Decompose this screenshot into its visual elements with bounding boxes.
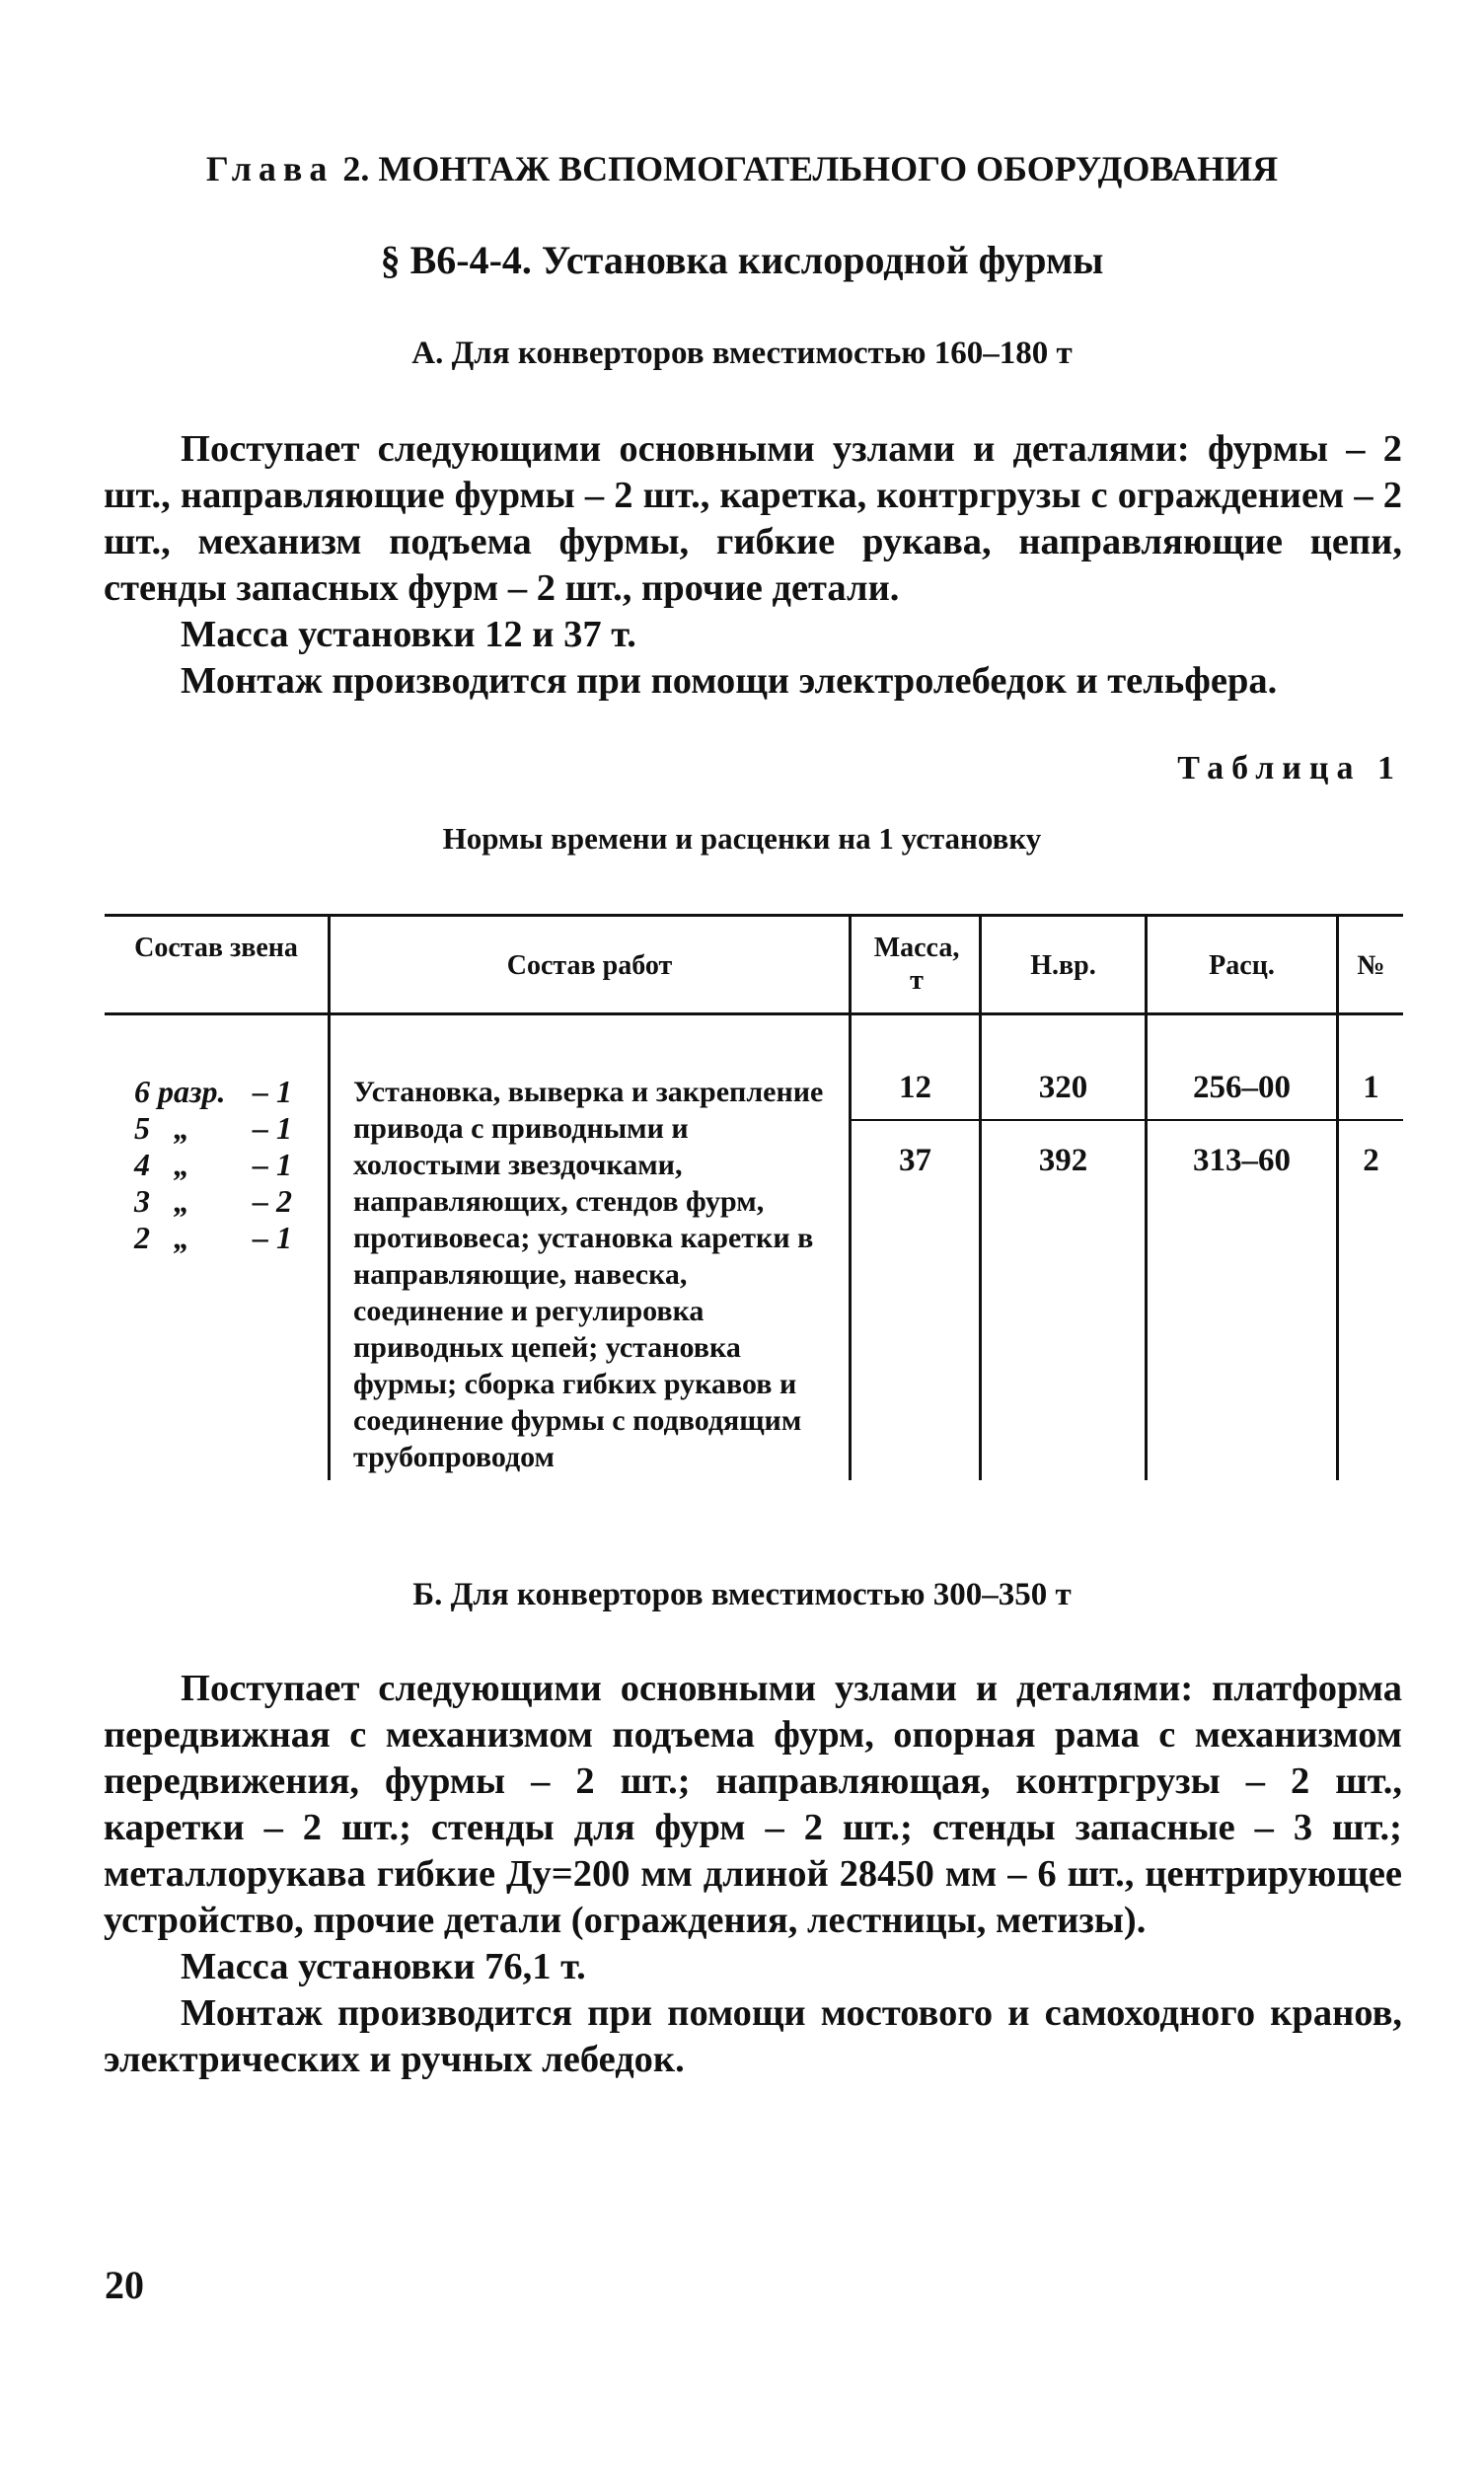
work-description: Установка, выверка и закрепление привода с приводными и холостыми звездочками, направляющих, стендов фурм, противовеса; установка каретки в направляющие, навеска, соединение и регулировка приводных цепей; установка фурмы; сборка гибких рукавов и соединение фурмы с подводящим трубопроводом (353, 1076, 824, 1473)
table-row-rule (849, 1119, 1403, 1121)
table-col-rule (1336, 914, 1339, 1480)
row1-rate: 256–00 (1193, 1070, 1291, 1105)
page-number: 20 (105, 2263, 144, 2307)
norms-table (105, 914, 1403, 1480)
chapter-label: Глава (205, 149, 334, 188)
table-col-rule (328, 914, 331, 1480)
crew-row: 6 разр. – 1 (134, 1074, 292, 1109)
row2-no: 2 (1363, 1143, 1379, 1178)
crew-row: 4 „ – 1 (134, 1147, 292, 1182)
row2-rate: 313–60 (1193, 1143, 1291, 1178)
crew-row: 5 „ – 1 (134, 1110, 292, 1146)
part-a-paragraph: Монтаж производится при помощи электролебедок и тельфера. (181, 660, 1278, 702)
row1-mass: 12 (899, 1070, 931, 1105)
table-label: Таблица 1 (1177, 750, 1402, 786)
table-title: Нормы времени и расценки на 1 установку (442, 821, 1042, 856)
part-b-paragraph: Масса установки 76,1 т. (181, 1946, 586, 1987)
chapter-title: 2. МОНТАЖ ВСПОМОГАТЕЛЬНОГО ОБОРУДОВАНИЯ (342, 149, 1279, 188)
table-col-rule (979, 914, 982, 1480)
part-a-text (104, 426, 1402, 705)
header-norm: Н.вр. (1030, 950, 1096, 981)
table-top-rule (105, 914, 1403, 917)
crew-list (134, 1074, 312, 1256)
table-col-rule (1145, 914, 1148, 1480)
part-b-paragraph: Монтаж производится при помощи мостового и самоходного кранов, электрических и ручных лебедок. (104, 1992, 1402, 2080)
header-mass: Масса, т (873, 933, 960, 996)
row1-no: 1 (1363, 1070, 1379, 1105)
crew-row: 2 „ – 1 (134, 1220, 292, 1255)
header-rate: Расц. (1209, 950, 1275, 981)
row2-norm: 392 (1038, 1143, 1088, 1178)
section-title: § В6-4-4. Установка кислородной фурмы (380, 238, 1104, 282)
row2-mass: 37 (899, 1143, 931, 1178)
header-work: Состав работ (506, 950, 673, 981)
part-b-heading: Б. Для конверторов вместимостью 300–350 т (412, 1577, 1072, 1612)
table-col-rule (849, 914, 852, 1480)
header-no: № (1357, 950, 1385, 981)
header-crew: Состав звена (134, 933, 298, 963)
row1-norm: 320 (1038, 1070, 1088, 1105)
chapter-heading (0, 148, 1484, 189)
crew-row: 3 „ – 2 (134, 1183, 292, 1219)
part-b-paragraph: Поступает следующими основными узлами и деталями: платформа передвижная с механизмом подъема фурм, опорная рама с механизмом передвижения, фурмы – 2 шт.; направляющая, контргрузы – 2 шт., каретки – 2 шт.; стенды для фурм – 2 шт.; стенды запасные – 3 шт.; металлорукава гибкие Ду=200 мм длиной 28450 мм – 6 шт., центрирующее устройство, прочие детали (ограждения, лестницы, метизы). (104, 1668, 1402, 1941)
part-b-text (104, 1666, 1402, 2083)
part-a-paragraph: Масса установки 12 и 37 т. (181, 614, 636, 655)
table-header-rule (105, 1012, 1403, 1015)
part-a-heading: А. Для конверторов вместимостью 160–180 т (411, 336, 1073, 371)
part-a-paragraph: Поступает следующими основными узлами и деталями: фурмы – 2 шт., направляющие фурмы – 2 шт., каретка, контргрузы с ограждением – 2 шт., механизм подъема фурмы, гибкие рукава, направляющие цепи, стенды запасных фурм – 2 шт., прочие детали. (104, 428, 1402, 609)
